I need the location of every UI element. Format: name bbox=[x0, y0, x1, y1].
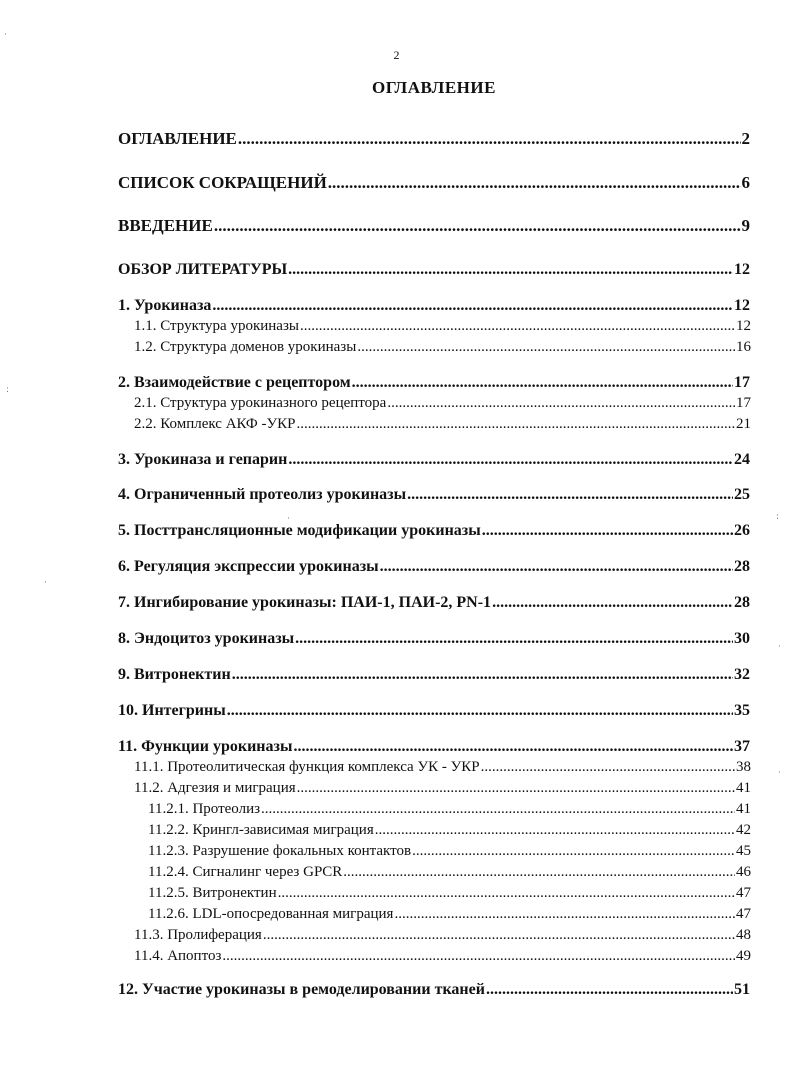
toc-entry-page: 9 bbox=[741, 216, 750, 235]
scan-speck: · bbox=[4, 30, 7, 40]
dot-leader bbox=[343, 864, 735, 881]
dot-leader bbox=[300, 318, 735, 335]
toc-entry-title: 1. Урокиназа bbox=[118, 297, 212, 314]
dot-leader bbox=[357, 339, 735, 356]
dot-leader bbox=[482, 522, 733, 540]
toc-entry-title: 11.2.4. Сигналинг через GPCR bbox=[148, 864, 343, 880]
dot-leader bbox=[263, 927, 735, 944]
toc-entry-title: 1.1. Структура урокиназы bbox=[134, 318, 299, 334]
toc-entry-page: 49 bbox=[736, 948, 751, 964]
dot-leader bbox=[328, 173, 741, 193]
toc-entry-page: 48 bbox=[736, 927, 751, 943]
toc-entry bbox=[134, 948, 751, 965]
toc-entry-title: 8. Эндоцитоз урокиназы bbox=[118, 630, 295, 647]
toc-entry-title: ВВЕДЕНИЕ bbox=[118, 216, 213, 235]
toc-entry bbox=[134, 395, 751, 412]
scan-speck: · bbox=[287, 514, 290, 524]
toc-entry-page: 17 bbox=[734, 374, 750, 391]
toc-entry bbox=[118, 374, 750, 392]
toc-entry bbox=[118, 261, 750, 279]
toc-entry bbox=[134, 339, 751, 356]
dot-leader bbox=[387, 395, 735, 412]
toc-entry bbox=[118, 666, 750, 684]
toc-entry bbox=[134, 759, 751, 776]
toc-entry-title: 4. Ограниченный протеолиз урокиназы bbox=[118, 486, 407, 503]
toc-entry bbox=[118, 297, 750, 315]
toc-entry-page: 28 bbox=[734, 594, 750, 611]
scan-speck: · bbox=[44, 578, 47, 588]
toc-entry bbox=[118, 522, 750, 540]
scan-speck: : bbox=[6, 385, 10, 395]
toc-entry-page: 37 bbox=[734, 738, 750, 755]
toc-entry-page: 25 bbox=[734, 486, 750, 503]
toc-entry bbox=[118, 558, 750, 576]
toc-entry-title: 10. Интегрины bbox=[118, 702, 226, 719]
toc-entry bbox=[148, 906, 751, 923]
toc-entry-title: СПИСОК СОКРАЩЕНИЙ bbox=[118, 173, 327, 192]
scan-speck: · bbox=[778, 642, 781, 652]
dot-leader bbox=[293, 738, 733, 756]
toc-entry-page: 6 bbox=[741, 173, 750, 192]
toc-entry-page: 35 bbox=[734, 702, 750, 719]
toc-entry-page: 42 bbox=[736, 822, 751, 838]
toc-entry bbox=[134, 318, 751, 335]
dot-leader bbox=[278, 885, 735, 902]
toc-entry-title: 11.2.2. Крингл-зависимая миграция bbox=[148, 822, 374, 838]
toc-entry-title: 11.2.1. Протеолиз bbox=[148, 801, 261, 817]
toc-entry-title: 12. Участие урокиназы в ремоделировании тканей bbox=[118, 981, 485, 998]
toc-entry-page: 41 bbox=[736, 780, 751, 796]
toc-entry-page: 12 bbox=[736, 318, 751, 334]
toc-entry bbox=[134, 927, 751, 944]
toc-entry-title: 6. Регуляция экспрессии урокиназы bbox=[118, 558, 379, 575]
toc-entry bbox=[118, 981, 750, 999]
toc-entry-title: 11.2. Адгезия и миграция bbox=[134, 780, 296, 796]
toc-entry-title: ОГЛАВЛЕНИЕ bbox=[118, 129, 237, 148]
dot-leader bbox=[492, 594, 733, 612]
dot-leader bbox=[412, 843, 735, 860]
toc-entry-page: 12 bbox=[734, 261, 750, 278]
scan-speck: · bbox=[778, 768, 781, 778]
toc-entry-page: 24 bbox=[734, 451, 750, 468]
toc-entry-page: 38 bbox=[736, 759, 751, 775]
toc-entry-page: 45 bbox=[736, 843, 751, 859]
toc-entry-title: 2. Взаимодействие с рецептором bbox=[118, 374, 351, 391]
toc-entry-page: 32 bbox=[734, 666, 750, 683]
toc-entry bbox=[118, 738, 750, 756]
toc-entry-page: 30 bbox=[734, 630, 750, 647]
toc-entry-title: 5. Посттрансляционные модификации урокиназы bbox=[118, 522, 481, 539]
toc-entry-title: 11.4. Апоптоз bbox=[134, 948, 222, 964]
dot-leader bbox=[375, 822, 735, 839]
toc-entry bbox=[148, 864, 751, 881]
toc-entry bbox=[118, 594, 750, 612]
toc-entry-page: 2 bbox=[741, 129, 750, 148]
toc-entry bbox=[118, 702, 750, 720]
dot-leader bbox=[232, 666, 733, 684]
dot-leader bbox=[227, 702, 733, 720]
toc-entry-title: 11.2.3. Разрушение фокальных контактов bbox=[148, 843, 412, 859]
toc-entry bbox=[148, 885, 751, 902]
toc-entry bbox=[118, 216, 750, 236]
toc-entry-title: 7. Ингибирование урокиназы: ПАИ-1, ПАИ-2, PN-1 bbox=[118, 594, 492, 611]
page-title: ОГЛАВЛЕНИЕ bbox=[372, 78, 496, 97]
toc-entry-title: 9. Витронектин bbox=[118, 666, 231, 683]
toc-entry-page: 17 bbox=[736, 395, 751, 411]
toc-entry bbox=[148, 843, 751, 860]
toc-entry bbox=[148, 822, 751, 839]
toc-entry-title: 11. Функции урокиназы bbox=[118, 738, 293, 755]
toc-entry-title: 11.3. Пролиферация bbox=[134, 927, 262, 943]
toc-entry-title: 11.2.5. Витронектин bbox=[148, 885, 277, 901]
toc-entry bbox=[118, 173, 750, 193]
dot-leader bbox=[295, 630, 733, 648]
toc-entry-title: 11.2.6. LDL-опосредованная миграция bbox=[148, 906, 394, 922]
toc-entry-title: 3. Урокиназа и гепарин bbox=[118, 451, 288, 468]
dot-leader bbox=[238, 129, 741, 149]
dot-leader bbox=[214, 216, 741, 236]
toc-entry-page: 41 bbox=[736, 801, 751, 817]
dot-leader bbox=[297, 780, 735, 797]
scan-speck: : bbox=[776, 512, 780, 522]
dot-leader bbox=[288, 261, 733, 279]
toc-entry-page: 46 bbox=[736, 864, 751, 880]
toc-entry bbox=[148, 801, 751, 818]
dot-leader bbox=[296, 416, 735, 433]
toc-entry-page: 12 bbox=[734, 297, 750, 314]
toc-entry bbox=[118, 630, 750, 648]
toc-entry-page: 28 bbox=[734, 558, 750, 575]
dot-leader bbox=[481, 759, 735, 776]
toc-entry-title: 1.2. Структура доменов урокиназы bbox=[134, 339, 357, 355]
dot-leader bbox=[222, 948, 735, 965]
toc-entry-page: 51 bbox=[734, 981, 750, 998]
toc-entry-title: 2.2. Комплекс АКФ -УКР bbox=[134, 416, 296, 432]
dot-leader bbox=[394, 906, 735, 923]
dot-leader bbox=[407, 486, 733, 504]
toc-entry-page: 47 bbox=[736, 906, 751, 922]
dot-leader bbox=[352, 374, 733, 392]
dot-leader bbox=[212, 297, 733, 315]
toc-entry bbox=[134, 416, 751, 433]
dot-leader bbox=[486, 981, 733, 999]
dot-leader bbox=[380, 558, 733, 576]
toc-entry bbox=[118, 451, 750, 469]
toc-entry bbox=[118, 486, 750, 504]
toc-entry bbox=[118, 129, 750, 149]
toc-entry-page: 16 bbox=[736, 339, 751, 355]
toc-entry-page: 26 bbox=[734, 522, 750, 539]
toc-entry-title: 11.1. Протеолитическая функция комплекса УК - УКР bbox=[134, 759, 480, 775]
dot-leader bbox=[261, 801, 735, 818]
page-number: 2 bbox=[393, 48, 400, 62]
toc-entry-page: 21 bbox=[736, 416, 751, 432]
toc-entry bbox=[134, 780, 751, 797]
toc-entry-title: ОБЗОР ЛИТЕРАТУРЫ bbox=[118, 261, 288, 278]
toc-entry-page: 47 bbox=[736, 885, 751, 901]
dot-leader bbox=[288, 451, 733, 469]
toc-entry-title: 2.1. Структура урокиназного рецептора bbox=[134, 395, 387, 411]
